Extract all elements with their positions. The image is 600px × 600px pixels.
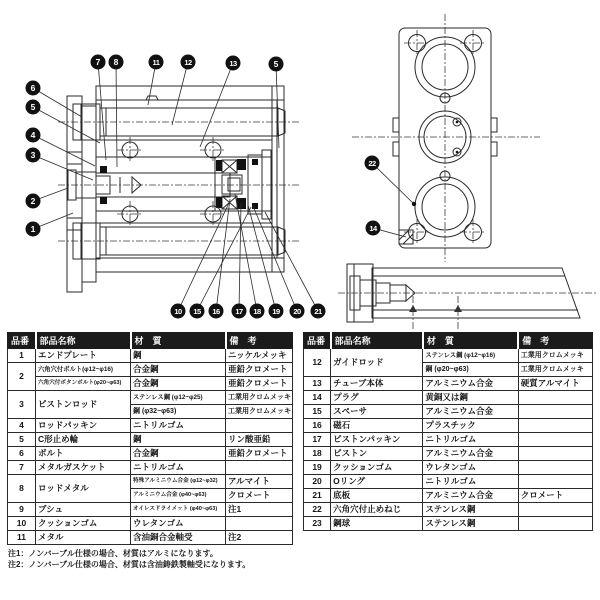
table-cell: Oリング (331, 475, 423, 489)
table-cell: ピストン (331, 447, 423, 461)
callout-number: 8 (113, 57, 119, 67)
table-cell: 合金鋼 (131, 377, 226, 391)
table-row (8, 433, 293, 447)
table-cell: 鋼球 (331, 517, 423, 531)
footnote-1: 注1：ノンバーブル仕様の場合、材質はアルミになります。 (8, 549, 218, 558)
table-cell (518, 503, 592, 517)
table-cell (226, 419, 293, 433)
table-cell: 底板 (331, 489, 423, 503)
table-row (8, 363, 293, 377)
table-row (8, 419, 293, 433)
table-cell: ニトリルゴム (131, 419, 226, 433)
table-row (304, 475, 593, 489)
part-number-cell: 14 (304, 391, 331, 405)
table-cell: 注1 (226, 503, 293, 517)
table-cell: クロメート (518, 489, 592, 503)
table-row (304, 433, 593, 447)
table-cell (226, 517, 293, 531)
leader-line (235, 194, 257, 311)
table-header-row (8, 333, 293, 349)
table-cell: アルミニウム合金 (423, 489, 518, 503)
table-cell: ステンレス鋼 (φ12~φ16) (423, 349, 518, 363)
leader-dot (412, 202, 416, 206)
part-number-cell: 23 (304, 517, 331, 531)
table-cell (518, 419, 592, 433)
column-header: 部品名称 (331, 333, 423, 349)
table-cell: プラグ (331, 391, 423, 405)
table-cell: ニトリルゴム (423, 475, 518, 489)
table-row (8, 475, 293, 489)
leader-line (200, 63, 233, 147)
table-cell: 工業用クロムメッキ (518, 349, 592, 363)
leader-line (98, 62, 106, 160)
table-cell: リン酸亜鉛 (226, 433, 293, 447)
part-number-cell: 17 (304, 433, 331, 447)
column-header: 材 質 (131, 333, 226, 349)
part-number-cell: 2 (8, 363, 36, 391)
column-header: 備 考 (518, 333, 592, 349)
table-header-row (304, 333, 593, 349)
table-cell: 亜鉛クロメート (226, 363, 293, 377)
end-view (352, 14, 540, 262)
column-header: 品番 (8, 333, 36, 349)
callout-number: 18 (253, 307, 261, 316)
part-number-cell: 13 (304, 377, 331, 391)
part-number-cell: 6 (8, 447, 36, 461)
part-number-cell: 12 (304, 349, 331, 377)
callout-number: 12 (184, 58, 192, 67)
table-cell: プラスチック (423, 419, 518, 433)
table-cell: 鋼 (φ32~φ63) (131, 405, 226, 419)
table-row (304, 419, 593, 433)
table-cell: ボルト (36, 447, 131, 461)
part-number-cell: 4 (8, 419, 36, 433)
table-cell: 六角穴付止めねじ (331, 503, 423, 517)
callout-number: 16 (212, 307, 220, 316)
leader-line (265, 212, 318, 311)
leader-line (33, 155, 93, 180)
callout-number: 19 (272, 307, 280, 316)
column-header: 品番 (304, 333, 331, 349)
table-cell: メタル (36, 531, 131, 545)
parts-table-right (303, 332, 593, 531)
table-cell: ニトリルゴム (423, 433, 518, 447)
part-number-cell: 22 (304, 503, 331, 517)
table-cell: アルミニウム合金 (φ40~φ63) (131, 489, 226, 503)
table-row (304, 377, 593, 391)
table-cell (518, 391, 592, 405)
table-cell: 含油銅合金軸受 (131, 531, 226, 545)
table-cell: 鋼 (131, 349, 226, 363)
leader-line (172, 62, 188, 125)
table-cell: アルミニウム合金 (423, 405, 518, 419)
table-cell (518, 461, 592, 475)
parts-table-left (7, 332, 293, 545)
column-header: 部品名称 (36, 333, 131, 349)
table-row (8, 377, 293, 391)
table-cell: 黄銅又は鋼 (423, 391, 518, 405)
callout-number: 2 (30, 196, 36, 206)
part-number-cell: 19 (304, 461, 331, 475)
table-cell: 合金鋼 (131, 363, 226, 377)
callout-number: 17 (235, 307, 243, 316)
table-cell (518, 447, 592, 461)
table-row (8, 391, 293, 405)
part-number-cell: 16 (304, 419, 331, 433)
table-cell: 合金鋼 (131, 447, 226, 461)
table-cell: 磁石 (331, 419, 423, 433)
table-cell (518, 433, 592, 447)
callout-number: 4 (30, 130, 36, 140)
callout-number: 21 (314, 307, 322, 316)
column-header: 備 考 (226, 333, 293, 349)
port-crosshairs (117, 137, 226, 227)
table-cell: アルミニウム合金 (423, 447, 518, 461)
table-cell: 鋼 (131, 433, 226, 447)
table-cell: ロッドメタル (36, 475, 131, 503)
callout-number: 13 (229, 59, 237, 68)
callout-number: 14 (369, 224, 377, 233)
part-number-cell: 18 (304, 447, 331, 461)
table-cell: ステンレス鋼 (φ12~φ25) (131, 391, 226, 405)
table-cell: ステンレス鋼 (423, 503, 518, 517)
callout-number: 11 (152, 58, 160, 67)
table-row (304, 391, 593, 405)
table-cell: 工業用クロムメッキ (226, 391, 293, 405)
table-cell: ガイドロッド (331, 349, 423, 377)
part-number-cell: 1 (8, 349, 36, 363)
part-number-cell: 11 (8, 531, 36, 545)
table-cell: クッションゴム (36, 517, 131, 531)
table-cell: ウレタンゴム (131, 517, 226, 531)
table-cell: ウレタンゴム (423, 461, 518, 475)
callout-number: 5 (273, 59, 279, 69)
table-cell: 亜鉛クロメート (226, 377, 293, 391)
table-row (8, 447, 293, 461)
table-cell: 工業用クロムメッキ (518, 363, 592, 377)
leader-line (30, 88, 82, 117)
table-cell: 工業用クロムメッキ (226, 405, 293, 419)
part-number-cell: 21 (304, 489, 331, 503)
table-cell: C形止め輪 (36, 433, 131, 447)
callout-number: 20 (293, 307, 301, 316)
leader-line (178, 203, 229, 311)
table-row (8, 461, 293, 475)
table-cell: ピストンロッド (36, 391, 131, 419)
table-cell: ニッケルメッキ (226, 349, 293, 363)
table-cell: 亜鉛クロメート (226, 447, 293, 461)
table-cell: ピストンパッキン (331, 433, 423, 447)
table-cell: 六角穴付ボタンボルト(φ20~φ63) (36, 377, 131, 391)
table-cell: 特殊アルミニウム合金 (φ12~φ32) (131, 475, 226, 489)
leader-line (116, 62, 117, 167)
callout-layer (26, 55, 417, 319)
table-row (304, 503, 593, 517)
table-cell (518, 517, 592, 531)
part-number-cell: 3 (8, 391, 36, 419)
column-header: 材 質 (423, 333, 518, 349)
cross-section-view (58, 86, 300, 292)
table-cell: 六角穴付ボルト(φ12~φ16) (36, 363, 131, 377)
table-cell: ロッドパッキン (36, 419, 131, 433)
side-view (338, 264, 598, 331)
callout-number: 22 (368, 159, 376, 168)
callout-number: 10 (174, 307, 182, 316)
table-cell: クッションゴム (331, 461, 423, 475)
table-cell (226, 461, 293, 475)
part-number-cell: 7 (8, 461, 36, 475)
table-row (8, 349, 293, 363)
table-row (8, 517, 293, 531)
table-row (304, 447, 593, 461)
part-number-cell: 5 (8, 433, 36, 447)
callout-number: 6 (30, 83, 36, 93)
table-cell: スペーサ (331, 405, 423, 419)
table-row (304, 489, 593, 503)
table-cell: 注2 (226, 531, 293, 545)
callout-number: 1 (30, 224, 36, 234)
part-number-cell: 8 (8, 475, 36, 503)
part-number-cell: 9 (8, 503, 36, 517)
table-row (304, 461, 593, 475)
leader-line (372, 163, 414, 204)
table-cell: アルマイト (226, 475, 293, 489)
table-row (8, 503, 293, 517)
part-number-cell: 15 (304, 405, 331, 419)
table-cell: ステンレス鋼 (423, 517, 518, 531)
table-cell: ブシュ (36, 503, 131, 517)
table-row (304, 349, 593, 363)
table-cell (518, 405, 592, 419)
table-cell: アルミニウム合金 (423, 377, 518, 391)
table-cell: チューブ本体 (331, 377, 423, 391)
callout-number: 5 (30, 102, 36, 112)
callout-number: 7 (95, 57, 101, 67)
table-cell: ニトリルゴム (131, 461, 226, 475)
part-number-cell: 10 (8, 517, 36, 531)
table-row (8, 531, 293, 545)
table-cell: クロメート (226, 489, 293, 503)
table-cell: 鋼 (φ20~φ63) (423, 363, 518, 377)
table-cell: エンドプレート (36, 349, 131, 363)
footnote-2: 注2：ノンバーブル仕様の場合、材質は含油鋳鉄製軸受になります。 (8, 560, 251, 569)
part-number-cell: 20 (304, 475, 331, 489)
callout-number: 3 (30, 150, 36, 160)
table-cell: 硬質アルマイト (518, 377, 592, 391)
table-cell (518, 475, 592, 489)
table-row (304, 517, 593, 531)
table-cell: メタルガスケット (36, 461, 131, 475)
table-cell: オイレスドライメット (φ40~φ63) (131, 503, 226, 517)
callout-number: 15 (193, 307, 201, 316)
table-row (304, 405, 593, 419)
